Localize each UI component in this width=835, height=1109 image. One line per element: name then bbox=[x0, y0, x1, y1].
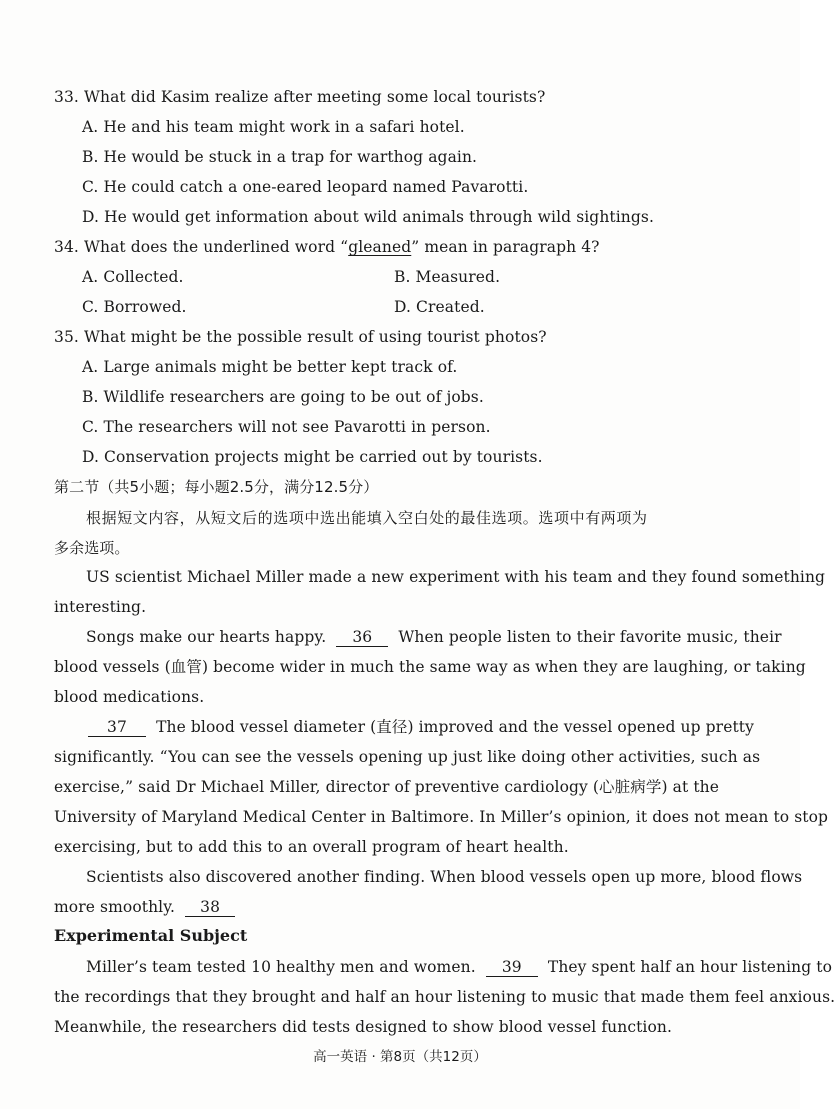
blank-36: 36 bbox=[336, 628, 388, 647]
passage-p2-line1 bbox=[86, 627, 782, 647]
question-33-option-b: B. He would be stuck in a trap for warthog again. bbox=[82, 148, 478, 166]
question-34-option-c: C. Borrowed. bbox=[82, 298, 187, 316]
blank-38: 38 bbox=[185, 898, 235, 917]
question-34-stem-after: ” mean in paragraph 4? bbox=[411, 238, 600, 256]
passage-p5-line3: Meanwhile, the researchers did tests designed to show blood vessel function. bbox=[54, 1018, 673, 1036]
passage-p3-line4: University of Maryland Medical Center in Baltimore. In Miller’s opinion, it does not mean to stop bbox=[54, 808, 829, 826]
passage-p4-line2 bbox=[54, 897, 235, 917]
page-footer: 高一英语 · 第8页（共12页） bbox=[313, 1049, 487, 1065]
passage-p1-line1: US scientist Michael Miller made a new experiment with his team and they found something bbox=[86, 568, 826, 586]
passage-p2-line3: blood medications. bbox=[54, 688, 205, 706]
passage-p4-text-a: more smoothly. bbox=[54, 898, 176, 916]
question-33-stem: 33. What did Kasim realize after meeting some local tourists? bbox=[54, 88, 546, 106]
passage-p2-line2: blood vessels (血管) become wider in much the same way as when they are laughing, or taking bbox=[54, 658, 806, 676]
passage-p4-line1: Scientists also discovered another finding. When blood vessels open up more, blood flows bbox=[86, 868, 803, 886]
question-33-option-a: A. He and his team might work in a safari hotel. bbox=[82, 118, 465, 136]
question-34-stem bbox=[54, 237, 600, 257]
question-35-option-d: D. Conservation projects might be carried out by tourists. bbox=[82, 448, 543, 466]
question-35-option-a: A. Large animals might be better kept track of. bbox=[82, 358, 458, 376]
section-instruction-line2: 多余选项。 bbox=[54, 539, 130, 557]
question-35-option-c: C. The researchers will not see Pavarotti in person. bbox=[82, 418, 491, 436]
passage-p5-text-b: They spent half an hour listening to bbox=[547, 958, 833, 976]
underlined-word: gleaned bbox=[348, 238, 412, 256]
passage-p5-line2: the recordings that they brought and half an hour listening to music that made them feel anxious. bbox=[54, 988, 835, 1006]
passage-p5-text-a: Miller’s team tested 10 healthy men and women. bbox=[86, 958, 476, 976]
passage-p3-line2: significantly. “You can see the vessels opening up just like doing other activities, such as bbox=[54, 748, 761, 766]
blank-37: 37 bbox=[88, 718, 146, 737]
question-33-option-d: D. He would get information about wild animals through wild sightings. bbox=[82, 208, 654, 226]
passage-p3-line5: exercising, but to add this to an overall program of heart health. bbox=[54, 838, 569, 856]
blank-39: 39 bbox=[486, 958, 538, 977]
passage-p3-text-b: The blood vessel diameter (直径) improved and the vessel opened up pretty bbox=[156, 718, 754, 736]
question-34-stem-before: 34. What does the underlined word “ bbox=[54, 238, 349, 256]
passage-p3-line3: exercise,” said Dr Michael Miller, director of preventive cardiology (心脏病学) at the bbox=[54, 778, 720, 796]
section-instruction-line1: 根据短文内容，从短文后的选项中选出能填入空白处的最佳选项。选项中有两项为 bbox=[86, 509, 648, 527]
passage-p3-line1 bbox=[88, 717, 754, 737]
question-35-option-b: B. Wildlife researchers are going to be out of jobs. bbox=[82, 388, 484, 406]
section-title: 第二节（共5小题；每小题2.5分，满分12.5分） bbox=[54, 478, 379, 496]
passage-p5-line1 bbox=[86, 957, 832, 977]
question-35-stem: 35. What might be the possible result of using tourist photos? bbox=[54, 328, 547, 346]
question-34-option-d: D. Created. bbox=[394, 298, 485, 316]
question-33-option-c: C. He could catch a one-eared leopard named Pavarotti. bbox=[82, 178, 529, 196]
passage-p1-line2: interesting. bbox=[54, 598, 147, 616]
question-34-option-b: B. Measured. bbox=[394, 268, 501, 286]
section-heading: Experimental Subject bbox=[54, 926, 248, 945]
passage-p2-text-b: When people listen to their favorite music, their bbox=[398, 628, 782, 646]
passage-p2-text-a: Songs make our hearts happy. bbox=[86, 628, 327, 646]
question-34-option-a: A. Collected. bbox=[82, 268, 184, 286]
